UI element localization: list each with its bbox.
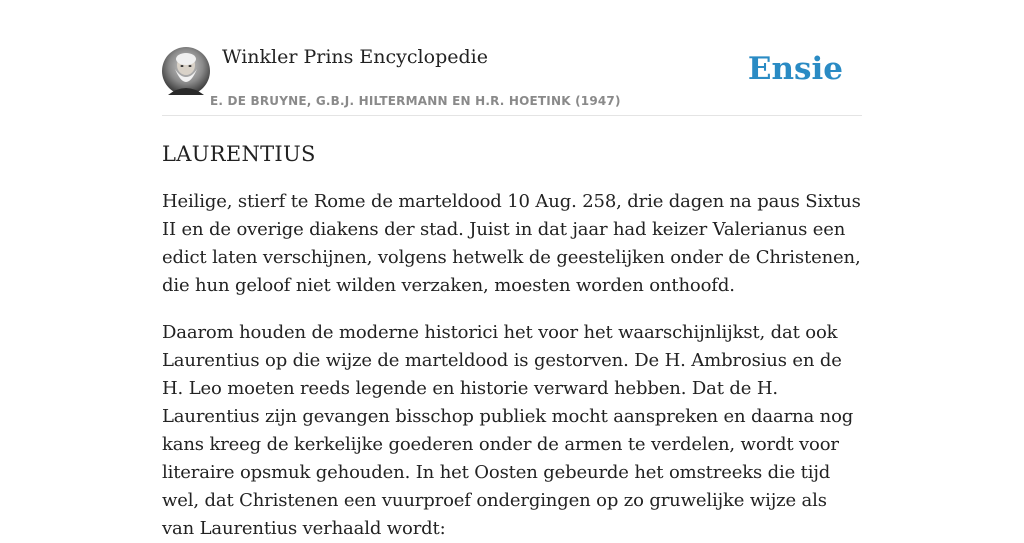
site-title[interactable]: Winkler Prins Encyclopedie: [222, 46, 488, 68]
bearded-man-portrait-icon: [162, 47, 210, 95]
author-avatar[interactable]: [162, 47, 210, 95]
article-paragraph-1: Heilige, stierf te Rome de marteldood 10 Aug. 258, drie dagen na paus Sixtus II en de overige diakens der stad. Juist in dat jaar had keizer Valerianus een edict laten verschijnen, volgens hetwelk de geestelijken onder de Christenen, die hun geloof niet wilden verzaken, moesten worden onthoofd.: [162, 191, 861, 296]
site-header: [162, 0, 862, 116]
brand-logo[interactable]: Ensie: [747, 51, 843, 87]
article: [162, 138, 862, 543]
article-title: LAURENTIUS: [162, 142, 316, 166]
site-subtitle: E. DE BRUYNE, G.B.J. HILTERMANN EN H.R. HOETINK (1947): [210, 94, 621, 108]
article-paragraph-2: Daarom houden de moderne historici het voor het waarschijnlijkst, dat ook Laurentius op die wijze de marteldood is gestorven. De H. Ambrosius en de H. Leo moeten reeds legende en historie verward hebben. Dat de H. Laurentius zijn gevangen bisschop publiek mocht aanspreken en daarna nog kans kreeg de kerkelijke goederen onder de armen te verdelen, wordt voor literaire opsmuk gehouden. In het Oosten gebeurde het omstreeks die tijd wel, dat Christenen een vuurproef ondergingen op zo gruwelijke wijze als van Laurentius verhaald wordt:: [162, 322, 854, 539]
